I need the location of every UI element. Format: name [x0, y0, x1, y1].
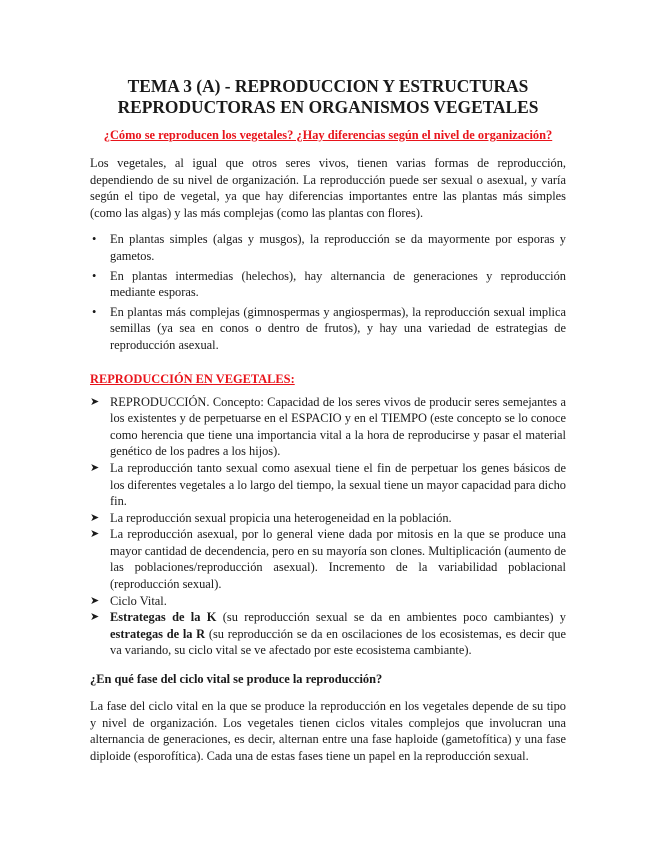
section1-bullet-list	[90, 231, 566, 353]
arrow-item-text: La reproducción asexual, por lo general viene dada por mitosis en la que se produce una mayor cantidad de decendencia, pero en su mayoría son clones. Multiplicación (aumento de las poblaciones/reproducción asexual). Incremento de la variabilidad poblacional (reproducción sexual).	[110, 527, 566, 592]
list-item	[90, 231, 566, 264]
bullet-text: En plantas más complejas (gimnospermas y angiospermas), la reproducción sexual implica semillas (ya sea en conos o dentro de frutos), y hay una variedad de estrategias de reproducción asexual.	[110, 304, 566, 352]
r-strategist-text: (su reproducción se da en oscilaciones de los ecosistemas, es decir que va variando, su ciclo vital se ve afectado por este ecosistema cambiante).	[110, 626, 566, 658]
arrow-item-text: La reproducción tanto sexual como asexual tiene el fin de perpetuar los genes básicos de los diferentes vegetales a lo largo del tiempo, la sexual tiene un mayor capacidad para dicho fin.	[110, 460, 566, 509]
list-item	[90, 593, 566, 610]
list-item	[90, 609, 566, 659]
section2-heading: REPRODUCCIÓN EN VEGETALES:	[90, 371, 295, 386]
k-strategist-label: Estrategas de la K	[110, 610, 217, 625]
section1-intro: Los vegetales, al igual que otros seres vivos, tienen varias formas de reproducción, dependiendo de su nivel de organización. La reproducción puede ser sexual o asexual, y varía según el tipo de vegetal, ya que hay diferencias importantes entre las plantas más simples (como las algas) y las más complejas (como las plantas con flores).	[90, 156, 566, 220]
arrow-item-text: Ciclo Vital.	[110, 593, 167, 608]
list-item	[90, 394, 566, 460]
title-line-1: TEMA 3 (A) - REPRODUCCION Y ESTRUCTURAS	[127, 76, 529, 96]
arrow-bullet-icon: ➤	[90, 510, 100, 524]
document-page	[90, 76, 566, 764]
arrow-bullet-icon: ➤	[90, 394, 100, 408]
bullet-icon: •	[92, 268, 97, 283]
list-item	[90, 510, 566, 527]
section2-arrow-list	[90, 394, 566, 660]
arrow-bullet-icon: ➤	[90, 527, 100, 541]
document-title	[90, 76, 566, 118]
list-item	[90, 304, 566, 354]
arrow-bullet-icon: ➤	[90, 593, 100, 607]
arrow-bullet-icon: ➤	[90, 460, 100, 474]
strategies-text	[110, 610, 566, 657]
arrow-item-text: La reproducción sexual propicia una heterogeneidad en la población.	[110, 510, 452, 525]
arrow-bullet-icon: ➤	[90, 610, 100, 624]
list-item	[90, 460, 566, 510]
section3-paragraph: La fase del ciclo vital en la que se produce la reproducción en los vegetales depende de su tipo y nivel de organización. Los vegetales tienen ciclos vitales complejos que involucran una alternancia de generaciones, es decir, alternan entre una fase haploide (gametofítica) y una fase diploide (esporofítica). Cada una de estas fases tiene un papel en la reproducción sexual.	[90, 699, 566, 763]
bullet-text: En plantas simples (algas y musgos), la reproducción se da mayormente por esporas y gametos.	[110, 232, 566, 263]
section3-question: ¿En qué fase del ciclo vital se produce la reproducción?	[90, 672, 383, 687]
list-item	[90, 268, 566, 301]
bullet-icon: •	[92, 304, 97, 319]
title-line-2: REPRODUCTORAS EN ORGANISMOS VEGETALES	[117, 97, 539, 117]
section1-heading: ¿Cómo se reproducen los vegetales? ¿Hay diferencias según el nivel de organización?	[103, 128, 553, 142]
list-item	[90, 526, 566, 592]
k-strategist-text: (su reproducción sexual se da en ambientes poco cambiantes) y	[216, 610, 566, 625]
bullet-text: En plantas intermedias (helechos), hay alternancia de generaciones y reproducción mediante esporas.	[110, 268, 566, 300]
bullet-icon: •	[92, 232, 97, 247]
r-strategist-label: estrategas de la R	[110, 626, 206, 641]
arrow-item-text: REPRODUCCIÓN. Concepto: Capacidad de los seres vivos de producir seres semejantes a los existentes y de perpetuarse en el ESPACIO y en el TIEMPO (este concepto se lo conoce como herencia que tiene una importancia vital a la hora de reproducirse y pasar el material genético de los padres a los hijos).	[110, 394, 566, 459]
